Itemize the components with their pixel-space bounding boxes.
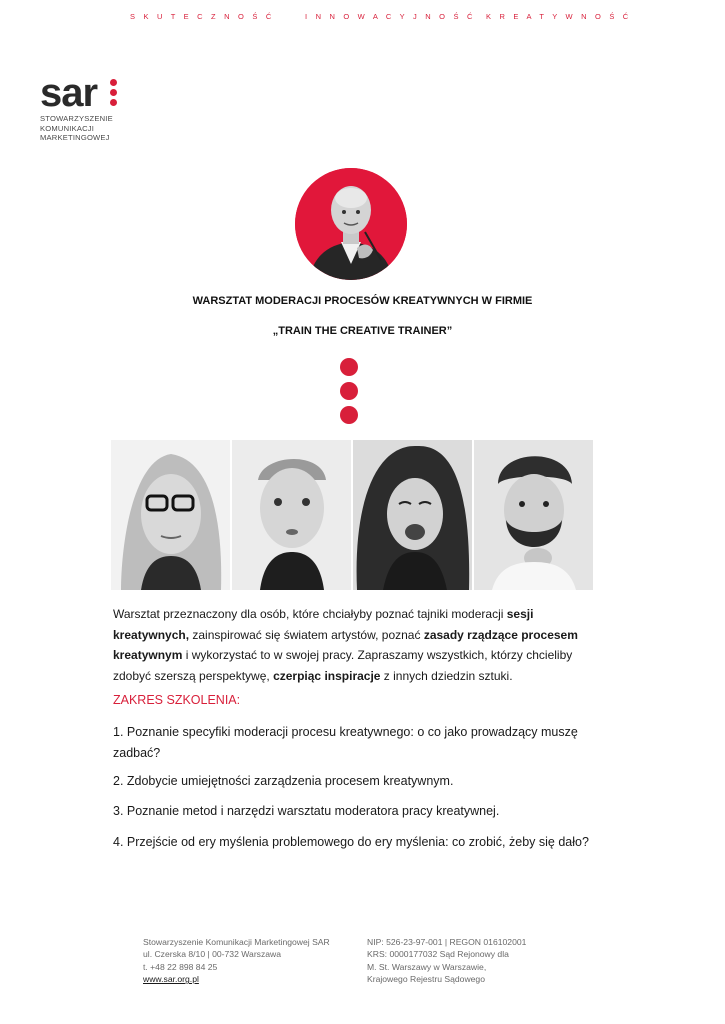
page-title: WARSZTAT MODERACJI PROCESÓW KREATYWNYCH W FIRMIE <box>192 295 533 307</box>
intro-bold: zasady rządzące procesem kreatywnym <box>113 627 578 663</box>
logo-subtitle-line: KOMUNIKACJI <box>40 123 95 133</box>
artist-photo-strip <box>111 440 593 590</box>
intro-text: zainspirować się światem artystów, poznać <box>189 627 424 642</box>
logo-word: sar <box>40 71 98 115</box>
footer-org-name: Stowarzyszenie Komunikacji Marketingowej SAR <box>143 937 330 947</box>
logo-dots <box>110 79 117 109</box>
footer-krs: KRS: 0000177032 Sąd Rejonowy dla <box>367 949 509 960</box>
list-item: 2. Zdobycie umiejętności zarządzenia procesem kreatywnym. <box>113 774 454 788</box>
footer-contact <box>143 936 330 986</box>
footer-court: M. St. Warszawy w Warszawie, <box>367 961 487 972</box>
intro-paragraph <box>113 604 593 686</box>
logo-subtitle-line: MARKETINGOWEJ <box>40 133 110 143</box>
photo-woman-glasses <box>111 440 230 590</box>
list-item: 4. Przejście od ery myślenia problemowego do ery myślenia: co zrobić, żeby się dało? <box>113 835 589 849</box>
intro-bold: czerpiąc inspiracje <box>273 668 381 683</box>
decorative-dots <box>340 358 358 430</box>
intro-text: z innych dziedzin sztuki. <box>380 668 513 683</box>
footer-phone: t. +48 22 898 84 25 <box>143 961 218 972</box>
website-link[interactable]: www.sar.org.pl <box>143 974 199 985</box>
photo-bearded-man <box>474 440 593 590</box>
sar-logo <box>40 71 113 143</box>
page-subtitle: „TRAIN THE CREATIVE TRAINER” <box>272 325 453 337</box>
tagline-effectiveness: S K U T E C Z N O Ś Ć <box>130 12 275 21</box>
photo-woman-laughing <box>353 440 472 590</box>
footer-nip: NIP: 526-23-97-001 | REGON 016102001 <box>367 937 527 947</box>
footer-registration <box>367 936 526 986</box>
section-title: ZAKRES SZKOLENIA: <box>113 693 241 707</box>
footer-address: ul. Czerska 8/10 | 00-732 Warszawa <box>143 949 282 960</box>
intro-text: Warsztat przeznaczony dla osób <box>113 607 286 621</box>
intro-text: , które chciałyby poznać tajniki moderacji <box>285 607 507 621</box>
intro-text: i wykorzystać to w swojej pracy. Zapraszamy wszystkich, którzy chcieliby zdobyć szerszą perspektywę, <box>113 648 573 683</box>
intro-bold: sesji kreatywnych, <box>113 607 534 642</box>
logo-wordmark <box>40 71 113 115</box>
tagline-creativity: K R E A T Y W N O Ś Ć <box>486 12 632 21</box>
footer-register: Krajowego Rejestru Sądowego <box>367 974 485 985</box>
list-item: 3. Poznanie metod i narzędzi warsztatu moderatora pracy kreatywnej. <box>113 804 500 818</box>
logo-subtitle <box>40 114 113 143</box>
trainer-portrait <box>295 168 407 280</box>
tagline-innovation: I N N O W A C Y J N O Ś Ć <box>305 12 476 21</box>
logo-subtitle-line: STOWARZYSZENIE <box>40 114 113 123</box>
photo-man-surprised <box>232 440 351 590</box>
list-item: 1. Poznanie specyfiki moderacji procesu kreatywnego: o co jako prowadzący muszę zadbać? <box>113 725 578 760</box>
